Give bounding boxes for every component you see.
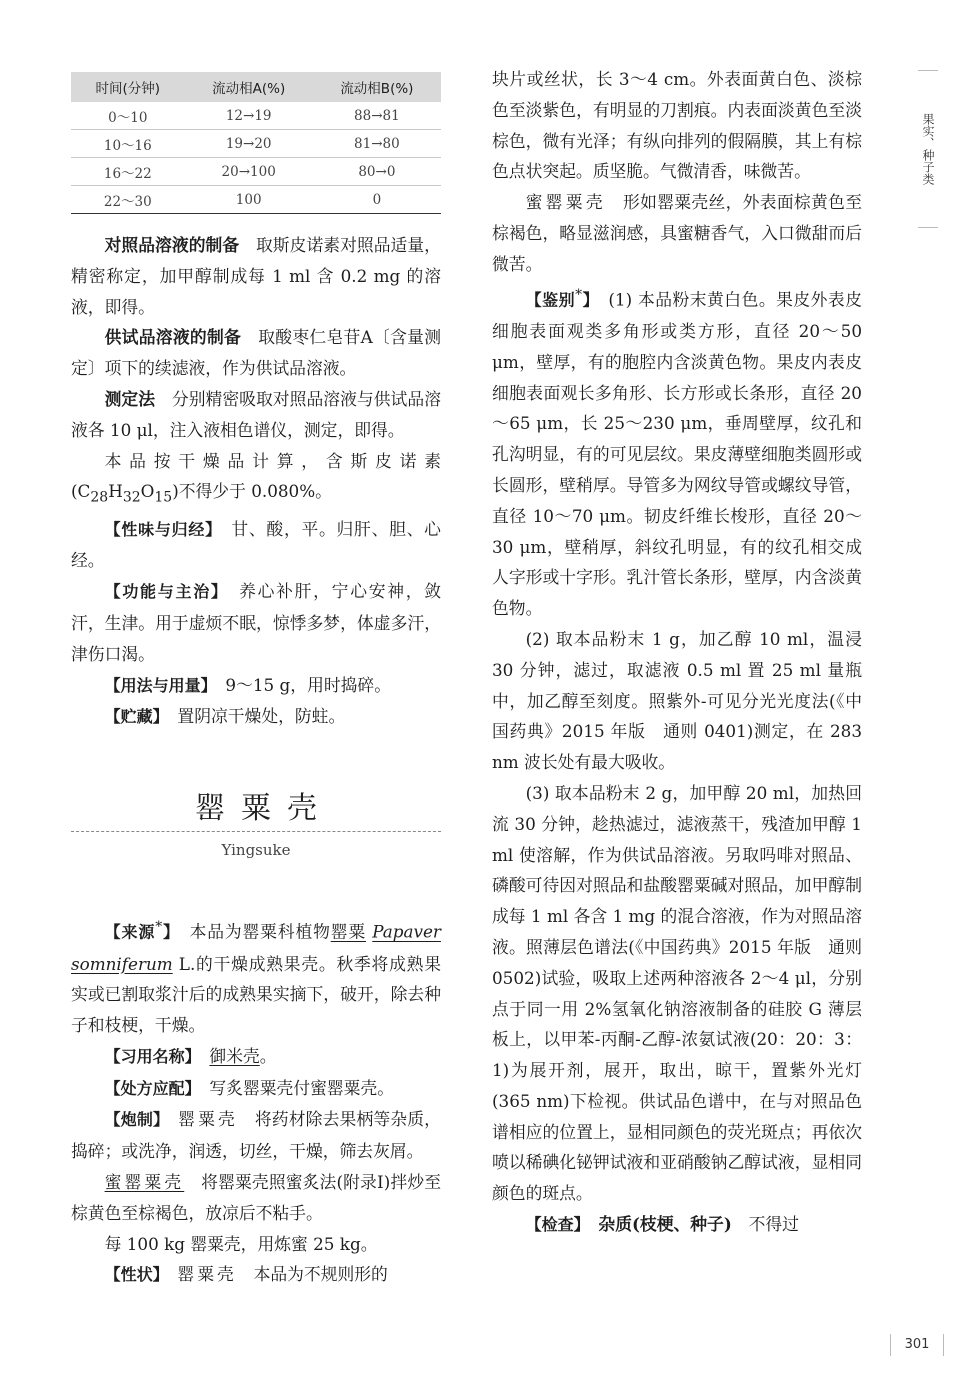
- formula-subscript: 15: [154, 489, 173, 506]
- usage-paragraph: [71, 670, 441, 702]
- formula-element: H: [108, 481, 123, 502]
- source-latin-author: L.: [178, 953, 196, 974]
- properties-continued-paragraph: [492, 64, 862, 187]
- source-heading-end: 】: [162, 922, 172, 942]
- identification-text-2: (2) 取本品粉末 1 g，加乙醇 10 ml，温浸 30 分钟，滤过，取滤液 0.5 ml 置 25 ml 量瓶中，加乙醇至刻度。照紫外-可见分光光度法(《中国药典》2015 年版 通则 0401)测定，在 283 nm 波长处有最大吸收。: [492, 628, 862, 773]
- properties-subheading: 罂粟壳: [177, 1264, 237, 1285]
- table-cell: 19→20: [185, 130, 313, 158]
- alias-heading: 【习用名称】: [104, 1046, 193, 1066]
- storage-heading: 【贮藏】: [104, 707, 161, 727]
- section-side-tab: [918, 70, 938, 228]
- ref-solution-paragraph: [71, 230, 441, 322]
- table-cell: 100: [185, 186, 313, 214]
- prescription-paragraph: [71, 1073, 441, 1105]
- check-subheading: 杂质(枝梗、种子): [598, 1214, 732, 1235]
- table-header-cell: 流动相B(%): [313, 72, 441, 102]
- section-side-tab-label: 果实、种子类: [921, 113, 935, 185]
- honey-amount-paragraph: [71, 1229, 441, 1260]
- monograph-pinyin: Yingsuke: [221, 841, 291, 860]
- honey-processing-subheading: 蜜罂粟壳: [104, 1172, 185, 1193]
- table-cell: 10～16: [71, 130, 185, 158]
- table-header-row: [71, 72, 441, 102]
- left-column: [71, 64, 441, 1291]
- honey-properties-text: 形如罂粟壳丝，外表面棕黄色至棕褐色，略显滋润感，具蜜糖香气，入口微甜而后微苦。: [492, 192, 862, 274]
- source-text-end: 的干燥成熟果壳。秋季将成熟果实或已割取浆汁后的成熟果实摘下，破开，除去种子和枝梗，干燥。: [71, 953, 441, 1036]
- table-cell: 88→81: [313, 102, 441, 130]
- monograph-title-block: [71, 789, 441, 860]
- table-header-cell: 时间(分钟): [71, 72, 185, 102]
- table-cell: 16～22: [71, 158, 185, 186]
- identification-heading: 【鉴别: [525, 290, 576, 310]
- right-column: [492, 64, 862, 1241]
- test-solution-heading: 供试品溶液的制备: [104, 327, 242, 348]
- function-paragraph: [71, 576, 441, 669]
- honey-amount-text: 每 100 kg 罂粟壳，用炼蜜 25 kg。: [104, 1233, 378, 1254]
- table-row: [71, 102, 441, 130]
- table-cell: 0～10: [71, 102, 185, 130]
- table-header-cell: 流动相A(%): [185, 72, 313, 102]
- usage-text: 9～15 g，用时捣碎。: [225, 674, 391, 695]
- table-cell: 22～30: [71, 186, 185, 214]
- identification-asterisk: *: [575, 286, 583, 303]
- content-paragraph: [71, 446, 441, 514]
- test-solution-text: 取酸枣仁皂苷A〔含量测定〕项下的续滤液，作为供试品溶液。: [71, 327, 441, 379]
- table-row: [71, 186, 441, 214]
- properties-heading: 【性状】: [104, 1265, 161, 1285]
- honey-processing-paragraph: [71, 1167, 441, 1229]
- function-heading: 【功能与主治】: [104, 582, 221, 602]
- page-number: 301: [890, 1334, 944, 1356]
- function-text: 养心补肝，宁心安神，敛汗，生津。用于虚烦不眠，惊悸多梦，体虚多汗，津伤口渴。: [71, 581, 441, 664]
- ref-solution-heading: 对照品溶液的制备: [104, 235, 240, 255]
- honey-properties-paragraph: [492, 187, 862, 279]
- prescription-text: 写炙罂粟壳付蜜罂粟壳。: [209, 1077, 395, 1098]
- source-plant-name: 罂粟: [330, 921, 367, 942]
- honey-properties-subheading: 蜜罂粟壳: [525, 192, 606, 213]
- nature-text: 甘、酸，平。归肝、胆、心经。: [71, 518, 441, 571]
- alias-text: 御米壳: [209, 1045, 260, 1066]
- title-divider: [71, 831, 441, 832]
- identification-text-3: (3) 取本品粉末 2 g，加甲醇 20 ml，加热回流 30 分钟，趁热滤过，滤液蒸干，残渣加甲醇 1 ml 使溶解，作为供试品溶液。另取吗啡对照品、磷酸可待因对照品和盐酸罂粟碱对照品，加甲醇制成每 1 ml 各含 1 mg 的混合溶液，作为对照品溶液。照薄层色谱法(《中国药典》2015 年版 通则 0502)试验，吸取上述两种溶液各 2～4 μl，分别点于同一用 2%氢氧化钠溶液制备的硅胶 G 薄层板上，以甲苯-丙酮-乙醇-浓氨试液(20：20：3：1)为展开剂，展开，取出，晾干，置紫外光灯(365 nm)下检视。供试品色谱中，在与对照品色谱相应的位置上，显相同颜色的荧光斑点；再依次喷以稀碘化铋钾试液和亚硝酸钠乙醇试液，显相同颜色的斑点。: [492, 782, 862, 1204]
- source-heading: 【来源: [104, 922, 156, 942]
- identification-paragraph-2: [492, 624, 862, 778]
- alias-paragraph: [71, 1041, 441, 1073]
- monograph-title: 罂粟壳: [195, 791, 333, 827]
- check-text: 不得过: [748, 1214, 799, 1235]
- storage-text: 置阴凉干燥处，防蛀。: [177, 706, 346, 727]
- processing-heading: 【炮制】: [104, 1110, 162, 1130]
- table-cell: 0: [313, 186, 441, 214]
- identification-text-1: (1) 本品粉末黄白色。果皮外表皮细胞表面观类多角形或类方形，直径 20～50 μm，壁厚，有的胞腔内含淡黄色物。果皮内表皮细胞表面观长多角形、长方形或长条形，直径 20～65 μm，长 25～230 μm，垂周壁厚，纹孔和孔沟明显，有的可见层纹。果皮薄壁细胞类圆形或长圆形，壁稍厚。导管多为网纹导管或螺纹导管，直径 10～70 μm。韧皮纤维长梭形，直径 20～30 μm，壁稍厚，斜纹孔明显，有的纹孔相交成人字形或十字形。乳汁管长条形，壁厚，内含淡黄色物。: [492, 289, 862, 619]
- test-solution-paragraph: [71, 322, 441, 384]
- gradient-table: [71, 72, 441, 214]
- source-asterisk: *: [155, 919, 163, 936]
- nature-paragraph: [71, 514, 441, 577]
- usage-heading: 【用法与用量】: [104, 675, 209, 695]
- alias-end: 。: [259, 1045, 277, 1066]
- properties-paragraph: [71, 1259, 441, 1291]
- properties-continued-text: 块片或丝状，长 3～4 cm。外表面黄白色、淡棕色至淡紫色，有明显的刀割痕。内表面淡黄色至淡棕色，微有光泽；有纵向排列的假隔膜，其上有棕色点状突起。质坚脆。气微清香，味微苦。: [492, 69, 862, 182]
- ref-solution-text: 取斯皮诺素对照品适量，精密称定，加甲醇制成每 1 ml 含 0.2 mg 的溶液，即得。: [71, 235, 441, 317]
- source-paragraph: [71, 912, 441, 1041]
- source-latin-name: Papaver somniferum: [71, 921, 441, 974]
- honey-processing-text: 将罂粟壳照蜜炙法(附录Ⅰ)拌炒至棕黄色至棕褐色，放凉后不粘手。: [71, 1172, 441, 1223]
- identification-paragraph-3: [492, 778, 862, 1209]
- prescription-heading: 【处方应配】: [104, 1078, 193, 1098]
- processing-paragraph: [71, 1104, 441, 1167]
- storage-paragraph: [71, 701, 441, 733]
- identification-heading-end: 】: [582, 290, 592, 310]
- formula-subscript: 28: [90, 489, 109, 506]
- formula-subscript: 32: [122, 489, 141, 506]
- method-text: 分别精密吸取对照品溶液与供试品溶液各 10 μl，注入液相色谱仪，测定，即得。: [71, 388, 441, 440]
- method-heading: 测定法: [104, 388, 156, 409]
- processing-subheading: 罂粟壳: [178, 1109, 238, 1130]
- table-cell: 80→0: [313, 158, 441, 186]
- table-cell: 20→100: [185, 158, 313, 186]
- table-row: [71, 158, 441, 186]
- content-text-end: )不得少于 0.080%。: [172, 481, 332, 502]
- method-paragraph: [71, 384, 441, 446]
- table-cell: 81→80: [313, 130, 441, 158]
- processing-text: 将药材除去果柄等杂质，捣碎；或洗净，润透，切丝，干燥，筛去灰屑。: [71, 1109, 441, 1162]
- table-row: [71, 130, 441, 158]
- table-cell: 12→19: [185, 102, 313, 130]
- check-heading: 【检查】: [525, 1215, 582, 1235]
- nature-heading: 【性味与归经】: [104, 519, 214, 539]
- properties-text: 本品为不规则形的: [253, 1264, 388, 1285]
- source-text: 本品为罂粟科植物: [189, 921, 331, 942]
- formula-element: O: [140, 481, 155, 502]
- identification-paragraph-1: [492, 280, 862, 624]
- content-text: 本品按干燥品计算，含斯皮诺素(C: [71, 450, 441, 502]
- check-paragraph: [492, 1209, 862, 1241]
